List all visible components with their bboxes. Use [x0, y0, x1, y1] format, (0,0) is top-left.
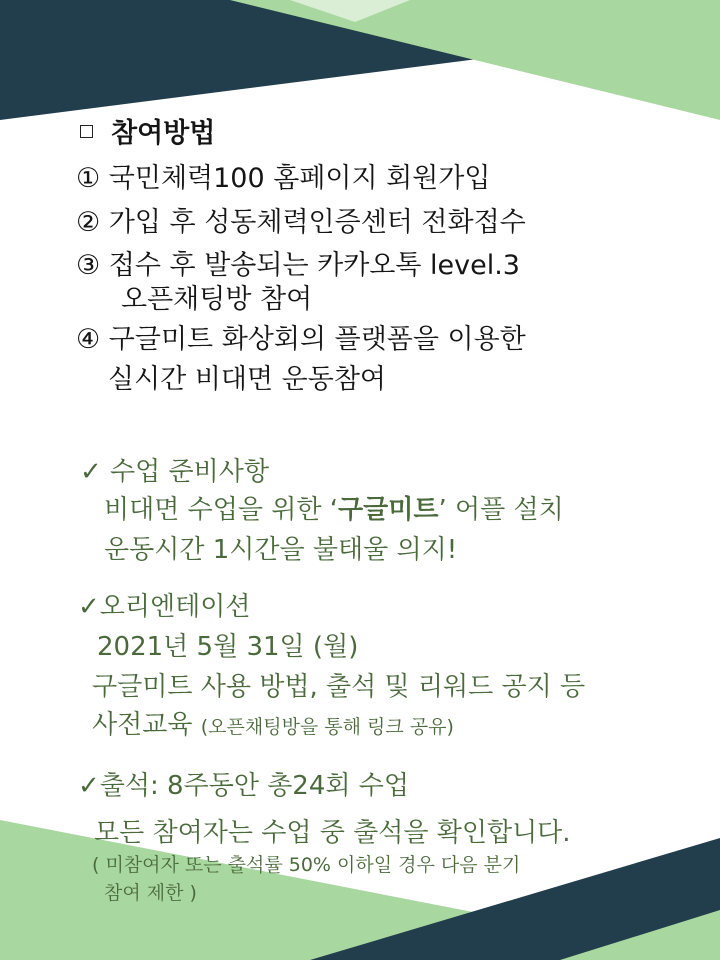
participation-step-3: ③ 접수 후 발송되는 카카오톡 level.3 — [76, 250, 520, 281]
participation-step-4-cont: 실시간 비대면 운동참여 — [108, 364, 386, 395]
orientation-topics: 구글미트 사용 방법, 출석 및 리워드 공지 등 — [92, 672, 586, 702]
attendance-note-1: ( 미참여자 또는 출석률 50% 이하일 경우 다음 분기 — [92, 854, 521, 876]
attendance-line-1: 모든 참여자는 수업 중 출석을 확인합니다. — [94, 818, 571, 848]
orientation-edu: 사전교육 (오픈채팅방을 통해 링크 공유) — [92, 710, 454, 740]
participation-step-1: ① 국민체력100 홈페이지 회원가입 — [76, 163, 491, 194]
square-bullet-icon — [80, 125, 93, 138]
participation-step-4: ④ 구글미트 화상회의 플랫폼을 이용한 — [76, 324, 526, 355]
participation-step-3-cont: 오픈채팅방 참여 — [121, 284, 313, 315]
participation-heading: 참여방법 — [80, 111, 215, 150]
prep-line-2: 운동시간 1시간을 불태울 의지! — [104, 535, 458, 565]
prep-line-1: 비대면 수업을 위한 ‘구글미트’ 어플 설치 — [104, 495, 564, 525]
attendance-note-2: 참여 제한 ) — [104, 882, 197, 904]
google-meet-bold: 구글미트 — [338, 495, 439, 525]
orientation-heading: ✓오리엔테이션 — [78, 592, 251, 622]
participation-step-2: ② 가입 후 성동체력인증센터 전화접수 — [76, 207, 526, 238]
attendance-heading: ✓출석: 8주동안 총24회 수업 — [78, 771, 410, 801]
orientation-edu-note: (오픈채팅방을 통해 링크 공유) — [200, 716, 454, 738]
orientation-date: 2021년 5월 31일 (월) — [97, 632, 359, 662]
prep-heading: ✓ 수업 준비사항 — [80, 457, 270, 487]
